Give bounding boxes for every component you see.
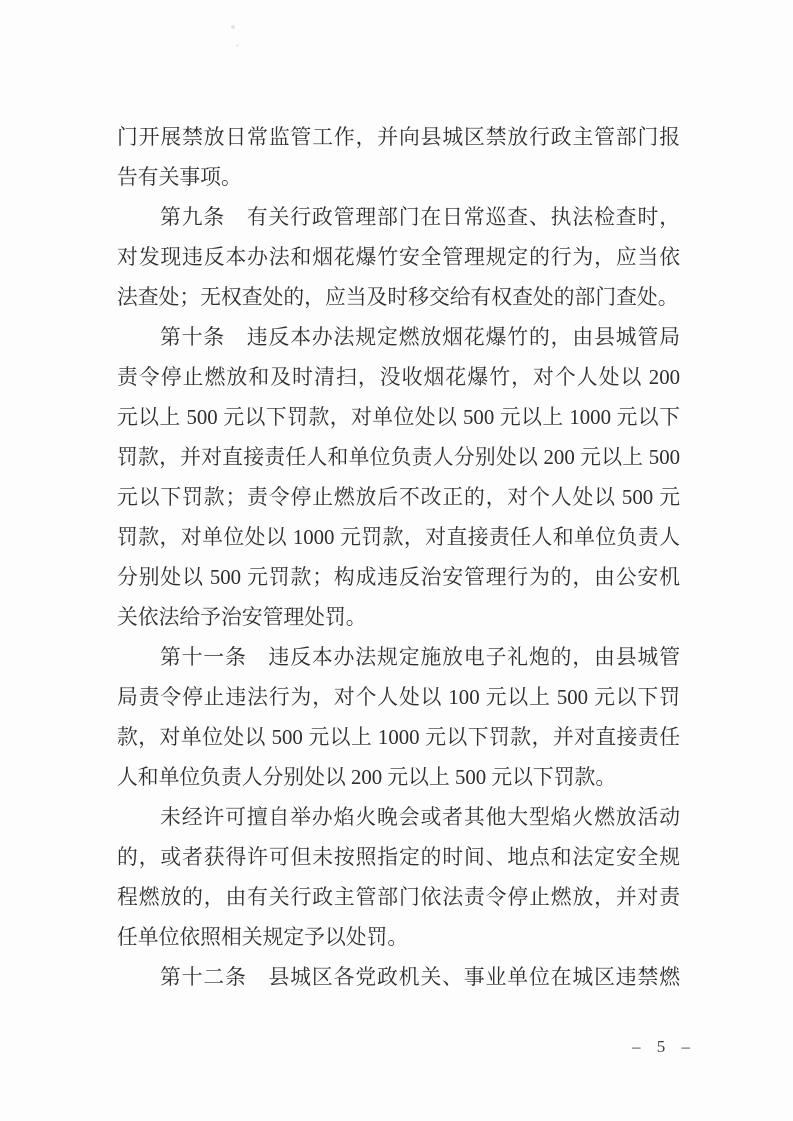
page-number: – 5 – [632,1037,696,1056]
text-line: 任单位依照相关规定予以处罚。 [117,926,409,949]
scan-speck [231,25,235,29]
text-line: 款，对单位处以 500 元以上 1000 元以下罚款，并对直接责任 [117,726,680,749]
text-line: 未经许可擅自举办焰火晚会或者其他大型焰火燃放活动 [160,806,680,829]
document-lines [117,118,680,998]
text-line: 法查处；无权查处的，应当及时移交给有权查处的部门查处。 [117,286,679,309]
text-line: 第九条 有关行政管理部门在日常巡查、执法检查时， [160,206,680,229]
text-line: 对发现违反本办法和烟花爆竹安全管理规定的行为，应当依 [117,246,680,269]
text-line: 的，或者获得许可但未按照指定的时间、地点和法定安全规 [117,846,680,869]
text-line: 程燃放的，由有关行政主管部门依法责令停止燃放，并对责 [117,886,680,909]
text-line: 分别处以 500 元罚款；构成违反治安管理行为的，由公安机 [117,566,680,589]
text-line: 门开展禁放日常监管工作，并向县城区禁放行政主管部门报 [117,126,680,149]
text-line: 第十条 违反本办法规定燃放烟花爆竹的，由县城管局 [160,326,680,349]
text-line: 关依法给予治安管理处罚。 [117,606,367,629]
text-line: 局责令停止违法行为，对个人处以 100 元以上 500 元以下罚 [117,686,680,709]
text-line: 责令停止燃放和及时清扫，没收烟花爆竹，对个人处以 200 [117,366,680,389]
text-line: 罚款，并对直接责任人和单位负责人分别处以 200 元以上 500 [117,446,680,469]
text-line: 人和单位负责人分别处以 200 元以上 500 元以下罚款。 [117,766,617,789]
text-line: 元以上 500 元以下罚款，对单位处以 500 元以上 1000 元以下 [117,406,680,429]
scan-speck [236,44,239,47]
text-line: 罚款，对单位处以 1000 元罚款，对直接责任人和单位负责人 [117,526,680,549]
text-line: 第十二条 县城区各党政机关、事业单位在城区违禁燃 [160,966,680,989]
text-line: 告有关事项。 [117,166,242,189]
text-line: 元以下罚款；责令停止燃放后不改正的，对个人处以 500 元 [117,486,680,509]
text-line: 第十一条 违反本办法规定施放电子礼炮的，由县城管 [160,646,680,669]
